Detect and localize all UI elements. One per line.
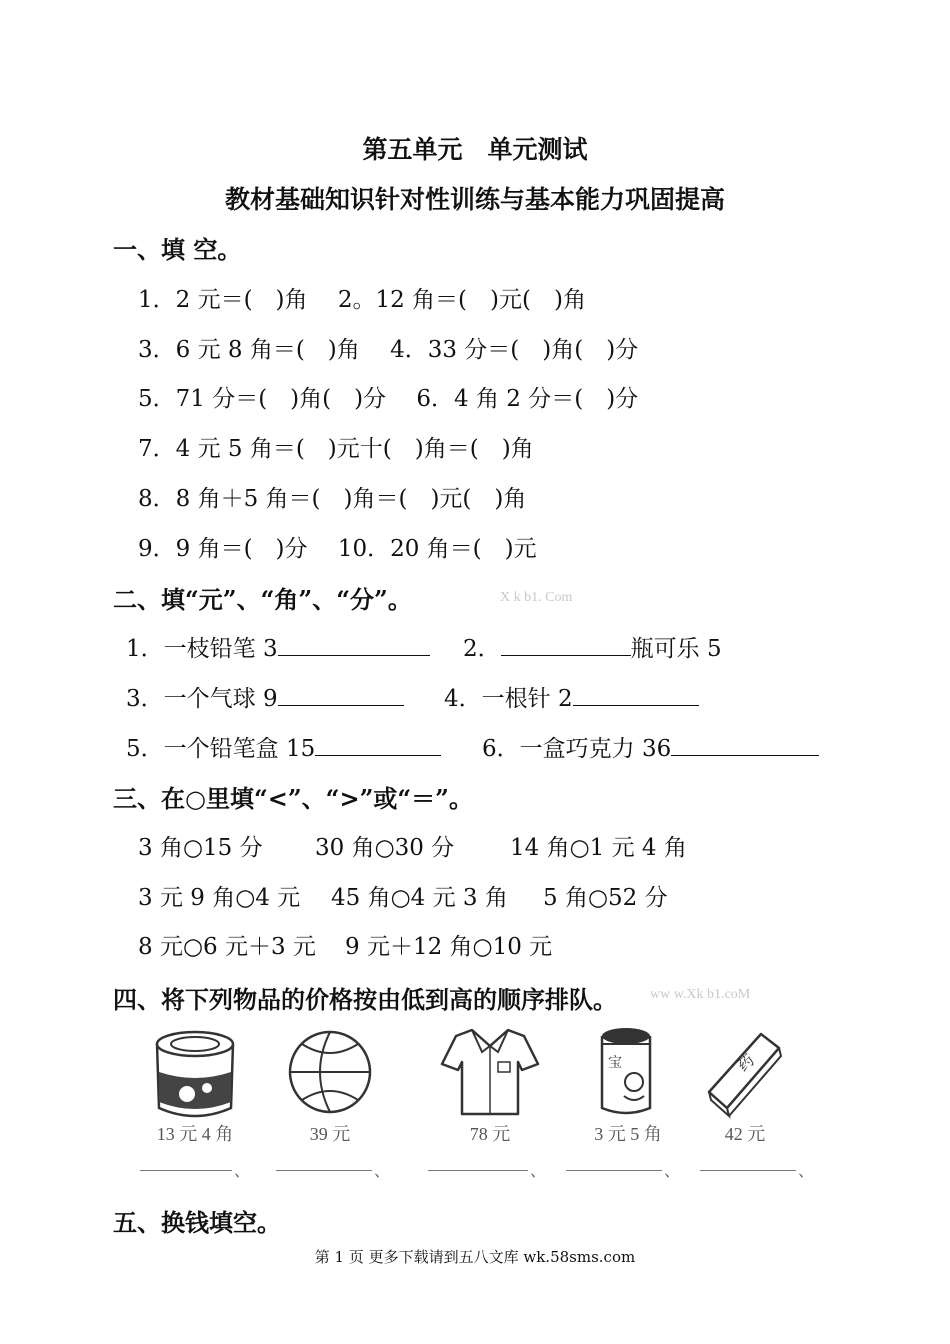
- fill-line-2: 3．6 元 8 角＝( )角 4．33 分＝( )角( )分: [138, 337, 639, 363]
- compare-3: 14 角○1 元 4 角: [510, 835, 687, 861]
- item-price: 13 元 4 角: [156, 1124, 234, 1144]
- fill-line-3: 5．71 分＝( )角( )分 6．4 角 2 分＝( )分: [138, 386, 639, 412]
- order-separator: 、: [530, 1161, 547, 1180]
- compare-6: 5 角○52 分: [543, 885, 668, 911]
- item-basketball: [260, 1022, 400, 1172]
- basketball-icon: [260, 1022, 400, 1122]
- order-separator: 、: [798, 1161, 815, 1180]
- item-shirt: [420, 1022, 560, 1172]
- unit-item-2: 2． 瓶可乐 5: [463, 636, 722, 662]
- order-separator: 、: [234, 1161, 251, 1180]
- compare-8: 9 元＋12 角○10 元: [345, 934, 553, 960]
- compare-2: 30 角○30 分: [315, 835, 455, 861]
- watermark-2: ww w.Xk b1.coM: [650, 987, 751, 1002]
- order-blank-5[interactable]: [700, 1170, 796, 1171]
- fill-line-4: 7．4 元 5 角＝( )元十( )角＝( )角: [138, 436, 534, 462]
- fill-line-5: 8．8 角＋5 角＝( )角＝( )元( )角: [138, 486, 527, 512]
- shirt-icon: [420, 1022, 560, 1122]
- canned-food-icon: [125, 1022, 265, 1122]
- page-title: 第五单元 单元测试: [362, 135, 588, 164]
- answer-blank[interactable]: [671, 735, 819, 756]
- page-subtitle: 教材基础知识针对性训练与基本能力巩固提高: [224, 185, 725, 214]
- item-canned-food: [125, 1022, 265, 1172]
- section-5-heading: 五、换钱填空。: [113, 1208, 281, 1237]
- answer-blank[interactable]: [573, 685, 699, 706]
- item-price: 3 元 5 角: [594, 1124, 662, 1144]
- answer-blank[interactable]: [278, 685, 404, 706]
- item-price: 42 元: [724, 1124, 766, 1144]
- answer-blank[interactable]: [315, 735, 441, 756]
- section-1-heading: 一、填 空。: [113, 235, 242, 264]
- order-blank-3[interactable]: [428, 1170, 528, 1171]
- fill-line-6: 9．9 角＝( )分 10．20 角＝( )元: [138, 536, 537, 562]
- compare-4: 3 元 9 角○4 元: [138, 885, 301, 911]
- item-medicine-box: [675, 1022, 815, 1172]
- unit-item-5: 5．一个铅笔盒 15: [126, 730, 441, 763]
- unit-item-1: 1．一枝铅笔 3: [126, 630, 430, 663]
- order-separator: 、: [374, 1161, 391, 1180]
- order-blank-4[interactable]: [566, 1170, 662, 1171]
- compare-5: 45 角○4 元 3 角: [331, 885, 508, 911]
- svg-text:宝: 宝: [608, 1055, 622, 1071]
- unit-item-6: 6．一盒巧克力 36: [482, 730, 819, 763]
- order-separator: 、: [664, 1161, 681, 1180]
- order-blank-1[interactable]: [140, 1170, 232, 1171]
- page-footer: 第 1 页 更多下载请到五八文库 wk.58sms.com: [314, 1248, 636, 1266]
- section-2-heading: [113, 580, 412, 615]
- section-4-heading: 四、将下列物品的价格按由低到高的顺序排队。: [113, 985, 617, 1014]
- unit-item-3: 3．一个气球 9: [126, 680, 404, 713]
- section-2-heading-text: 二、填“元”、“角”、“分”。: [113, 585, 412, 614]
- unit-item-4: 4．一根针 2: [444, 680, 699, 713]
- answer-blank[interactable]: [278, 635, 430, 656]
- watermark-1: X k b1. Com: [500, 590, 573, 605]
- section-3-heading: 三、在○里填“<”、“>”或“＝”。: [113, 784, 473, 813]
- item-price: 39 元: [309, 1124, 351, 1144]
- svg-text:药: 药: [733, 1050, 758, 1076]
- answer-blank[interactable]: [501, 635, 631, 656]
- fill-line-1: 1．2 元＝( )角 2。12 角＝( )元( )角: [138, 287, 586, 313]
- compare-7: 8 元○6 元＋3 元: [138, 934, 316, 960]
- medicine-box-icon: [675, 1022, 815, 1122]
- item-price: 78 元: [469, 1124, 511, 1144]
- compare-1: 3 角○15 分: [138, 835, 263, 861]
- order-blank-2[interactable]: [276, 1170, 372, 1171]
